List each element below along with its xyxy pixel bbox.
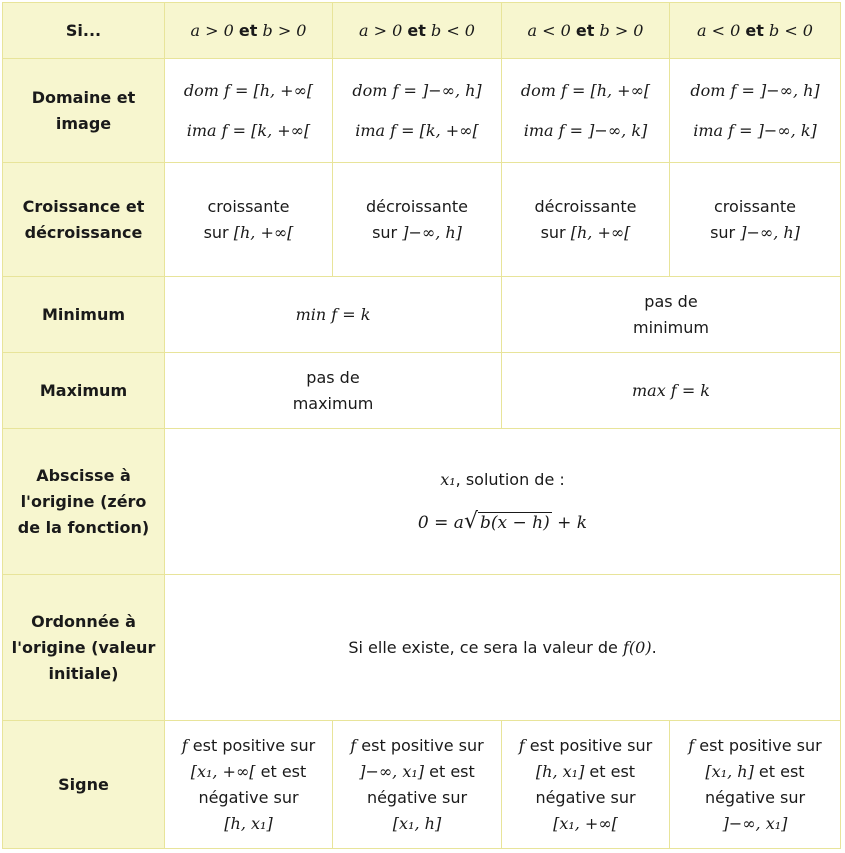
croissance-cell: croissante sur [h, +∞[ <box>165 163 333 277</box>
maximum-label: Maximum <box>3 353 165 429</box>
croissance-label: Croissance et décroissance <box>3 163 165 277</box>
domaine-label: Domaine et image <box>3 59 165 163</box>
header-row <box>3 3 841 59</box>
domaine-cell <box>670 59 841 163</box>
domain-text: dom f = [h, +∞[ <box>520 80 651 100</box>
croissance-cell: croissante sur ]−∞, h] <box>670 163 841 277</box>
image-text: ima f = [k, +∞[ <box>186 120 311 140</box>
abscisse-label: Abscisse à l'origine (zéro de la fonction) <box>3 429 165 575</box>
ordonnee-content: Si elle existe, ce sera la valeur de f(0). <box>165 575 841 721</box>
domaine-cell <box>333 59 502 163</box>
minimum-value: min f = k <box>165 277 502 353</box>
image-text: ima f = ]−∞, k] <box>693 120 817 140</box>
signe-cell: f est positive sur [x₁, +∞[ et est négative sur [h, x₁] <box>165 721 333 849</box>
signe-label: Signe <box>3 721 165 849</box>
signe-cell: f est positive sur ]−∞, x₁] et est négative sur [x₁, h] <box>333 721 502 849</box>
image-text: ima f = [k, +∞[ <box>355 120 479 140</box>
case-a-pos-b-neg: a > 0 et b < 0 <box>333 3 502 59</box>
croissance-row <box>3 163 841 277</box>
minimum-row <box>3 277 841 353</box>
signe-row <box>3 721 841 849</box>
minimum-none: pas de minimum <box>502 277 841 353</box>
minimum-label: Minimum <box>3 277 165 353</box>
header-si-label: Si... <box>3 3 165 59</box>
properties-table <box>2 2 841 849</box>
image-text: ima f = ]−∞, k] <box>523 120 648 140</box>
case-a-neg-b-pos: a < 0 et b > 0 <box>502 3 670 59</box>
signe-cell: f est positive sur [h, x₁] et est négative sur [x₁, +∞[ <box>502 721 670 849</box>
case-a-pos-b-pos: a > 0 et b > 0 <box>165 3 333 59</box>
case-a-neg-b-neg: a < 0 et b < 0 <box>670 3 841 59</box>
ordonnee-row <box>3 575 841 721</box>
domaine-row <box>3 59 841 163</box>
croissance-cell: décroissante sur ]−∞, h] <box>333 163 502 277</box>
maximum-none: pas de maximum <box>165 353 502 429</box>
ordonnee-label: Ordonnée à l'origine (valeur initiale) <box>3 575 165 721</box>
domaine-cell <box>502 59 670 163</box>
maximum-value: max f = k <box>502 353 841 429</box>
abscisse-row <box>3 429 841 575</box>
domain-text: dom f = ]−∞, h] <box>690 80 820 100</box>
domaine-cell <box>165 59 333 163</box>
croissance-cell: décroissante sur [h, +∞[ <box>502 163 670 277</box>
domain-text: dom f = [h, +∞[ <box>183 80 314 100</box>
maximum-row <box>3 353 841 429</box>
signe-cell: f est positive sur [x₁, h] et est négative sur ]−∞, x₁] <box>670 721 841 849</box>
domain-text: dom f = ]−∞, h] <box>352 80 482 100</box>
abscisse-equation: 0 = a√ b(x − h) + k <box>417 509 588 534</box>
abscisse-content: x₁, solution de : 0 = a√ b(x − h) + k <box>165 429 841 575</box>
